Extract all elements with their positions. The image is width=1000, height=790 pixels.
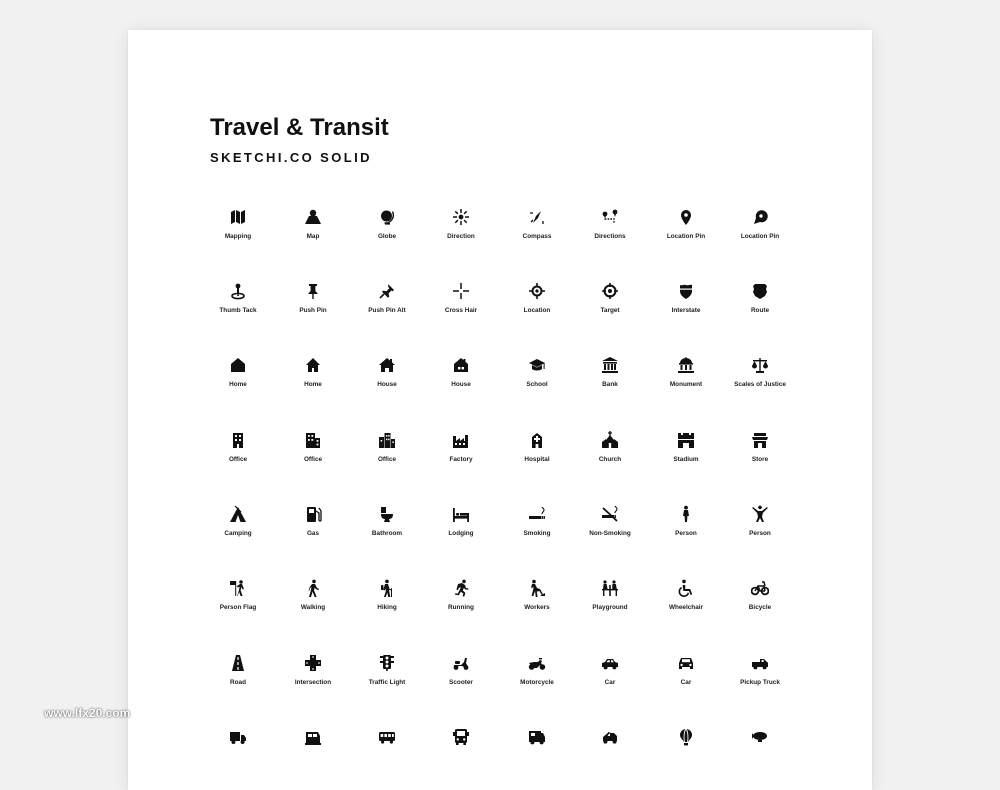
icon-label: Intersection (294, 679, 332, 686)
icon-tile (722, 505, 798, 561)
icon-label: Hiking (377, 604, 397, 611)
icon-tile (349, 505, 425, 561)
car-front-icon (677, 654, 695, 672)
compass-icon (528, 208, 546, 226)
house-alt-icon (452, 356, 470, 374)
icon-label: Cross Hair (444, 307, 478, 314)
church-icon (601, 431, 619, 449)
home-alt-icon (304, 356, 322, 374)
page-title: Travel & Transit (210, 114, 389, 141)
store-icon (751, 431, 769, 449)
icon-tile (275, 505, 351, 561)
icon-label: Camping (224, 530, 252, 537)
icon-tile (423, 654, 499, 710)
icon-tile (499, 579, 575, 635)
icon-tile (722, 728, 798, 784)
icon-tile (722, 431, 798, 487)
hot-air-balloon-icon (677, 728, 695, 746)
home-icon (229, 356, 247, 374)
icon-label: Location Pin (740, 233, 780, 240)
icon-label: Stadium (673, 456, 699, 463)
hospital-icon (528, 431, 546, 449)
icon-tile (349, 728, 425, 784)
icon-tile (275, 282, 351, 338)
icon-label: House (377, 381, 397, 388)
icon-tile (200, 654, 276, 710)
icon-label: Bathroom (371, 530, 403, 537)
icon-label: Office (228, 456, 248, 463)
office-buildings-icon (378, 431, 396, 449)
lodging-icon (452, 505, 470, 523)
icon-label: Location (523, 307, 551, 314)
icon-row (200, 431, 800, 491)
intersection-icon (304, 654, 322, 672)
direction-icon (452, 208, 470, 226)
icon-label: Interstate (671, 307, 701, 314)
person-arms-up-icon (751, 505, 769, 523)
icon-tile (423, 282, 499, 338)
interstate-icon (677, 282, 695, 300)
icon-tile (722, 356, 798, 412)
icon-label: Scooter (449, 679, 473, 686)
icon-tile (648, 579, 724, 635)
icon-tile (200, 579, 276, 635)
icon-label: Wheelchair (668, 604, 704, 611)
bicycle-icon (751, 579, 769, 597)
icon-label: Lodging (448, 530, 474, 537)
bathroom-icon (378, 505, 396, 523)
icon-label: Motorcycle (520, 679, 554, 686)
van-icon (304, 728, 322, 746)
icon-label: Route (750, 307, 770, 314)
icon-tile (572, 431, 648, 487)
icon-tile (200, 356, 276, 412)
icon-tile (200, 431, 276, 487)
icon-label: Location Pin (666, 233, 706, 240)
icon-tile (423, 356, 499, 412)
icon-tile (349, 208, 425, 264)
motorcycle-icon (528, 654, 546, 672)
scooter-icon (452, 654, 470, 672)
icon-tile (648, 282, 724, 338)
icon-label: Push Pin (299, 307, 327, 314)
icon-label: House (451, 381, 471, 388)
icon-tile (275, 208, 351, 264)
icon-tile (572, 579, 648, 635)
icon-label: Compass (522, 233, 552, 240)
gas-icon (304, 505, 322, 523)
icon-tile (275, 431, 351, 487)
thumb-tack-icon (229, 282, 247, 300)
icon-tile (349, 282, 425, 338)
icon-label: Bank (602, 381, 618, 388)
icon-tile (572, 654, 648, 710)
icon-label: Office (377, 456, 397, 463)
icon-label: Gas (306, 530, 320, 537)
icon-label: Home (304, 381, 322, 388)
icon-label: Playground (592, 604, 628, 611)
person-icon (677, 505, 695, 523)
icon-tile (722, 579, 798, 635)
page-subtitle: SKETCHI.CO SOLID (210, 150, 372, 165)
icon-label: Hospital (524, 456, 550, 463)
road-icon (229, 654, 247, 672)
wheelchair-icon (677, 579, 695, 597)
icon-tile (722, 208, 798, 264)
person-flag-icon (229, 579, 247, 597)
icon-label: Car (604, 679, 616, 686)
cross-hair-icon (452, 282, 470, 300)
tow-truck-icon (601, 728, 619, 746)
icon-label: Monument (669, 381, 703, 388)
watermark: www.lfx20.com (44, 706, 131, 720)
icon-label: Person (749, 530, 771, 537)
icon-tile (275, 654, 351, 710)
icon-tile (648, 505, 724, 561)
icon-label: Home (229, 381, 247, 388)
icon-tile (648, 728, 724, 784)
icon-tile (572, 356, 648, 412)
icon-label: Church (598, 456, 622, 463)
icon-label: Scales of Justice (734, 381, 786, 388)
icon-tile (572, 208, 648, 264)
smoking-icon (528, 505, 546, 523)
non-smoking-icon (601, 505, 619, 523)
school-icon (528, 356, 546, 374)
icon-label: Person Flag (219, 604, 257, 611)
icon-tile (499, 505, 575, 561)
icon-row (200, 356, 800, 416)
walking-icon (304, 579, 322, 597)
stadium-icon (677, 431, 695, 449)
icon-label: Bicycle (748, 604, 772, 611)
icon-label: Target (600, 307, 620, 314)
blimp-icon (751, 728, 769, 746)
globe-icon (378, 208, 396, 226)
icon-tile (499, 282, 575, 338)
icon-tile (572, 282, 648, 338)
icon-tile (499, 728, 575, 784)
factory-icon (452, 431, 470, 449)
traffic-light-icon (378, 654, 396, 672)
icon-row (200, 579, 800, 639)
icon-label: Direction (447, 233, 475, 240)
icon-tile (722, 654, 798, 710)
icon-label: Road (230, 679, 246, 686)
icon-tile (423, 579, 499, 635)
bus-front-icon (452, 728, 470, 746)
icon-tile (648, 356, 724, 412)
icon-label: Thumb Tack (219, 307, 257, 314)
icon-tile (275, 356, 351, 412)
office-icon (229, 431, 247, 449)
icon-label: Workers (524, 604, 550, 611)
icon-tile (349, 431, 425, 487)
delivery-truck-icon (229, 728, 247, 746)
car-icon (601, 654, 619, 672)
monument-icon (677, 356, 695, 374)
running-icon (452, 579, 470, 597)
target-icon (601, 282, 619, 300)
icon-tile (648, 654, 724, 710)
hiking-icon (378, 579, 396, 597)
icon-row (200, 505, 800, 565)
icon-tile (648, 208, 724, 264)
icon-label: Map (306, 233, 320, 240)
directions-icon (601, 208, 619, 226)
icon-label: Pickup Truck (740, 679, 780, 686)
push-pin-icon (304, 282, 322, 300)
icon-tile (499, 208, 575, 264)
icon-label: Push Pin Alt (368, 307, 406, 314)
icon-label: Store (751, 456, 769, 463)
icon-tile (349, 579, 425, 635)
bus-icon (378, 728, 396, 746)
icon-label: Person (675, 530, 697, 537)
icon-label: Walking (300, 604, 326, 611)
icon-tile (349, 654, 425, 710)
icon-row (200, 654, 800, 714)
camper-icon (528, 728, 546, 746)
icon-label: Mapping (224, 233, 252, 240)
icon-row (200, 728, 800, 788)
location-pin-alt-icon (751, 208, 769, 226)
icon-label: Smoking (523, 530, 551, 537)
icon-tile (423, 208, 499, 264)
workers-icon (528, 579, 546, 597)
icon-tile (275, 579, 351, 635)
icon-tile (275, 728, 351, 784)
icon-tile (200, 728, 276, 784)
icon-tile (200, 282, 276, 338)
icon-row (200, 282, 800, 342)
icon-tile (499, 431, 575, 487)
icon-label: Directions (594, 233, 626, 240)
icon-tile (499, 356, 575, 412)
icon-tile (349, 356, 425, 412)
icon-tile (200, 505, 276, 561)
pickup-truck-icon (751, 654, 769, 672)
mapping-icon (229, 208, 247, 226)
icon-label: Traffic Light (368, 679, 406, 686)
icon-tile (499, 654, 575, 710)
icon-tile (572, 505, 648, 561)
route-icon (751, 282, 769, 300)
icon-tile (200, 208, 276, 264)
icon-tile (423, 728, 499, 784)
icon-tile (648, 431, 724, 487)
icon-tile (572, 728, 648, 784)
icon-tile (423, 505, 499, 561)
map-icon (304, 208, 322, 226)
icon-label: School (526, 381, 548, 388)
icon-label: Non-Smoking (589, 530, 631, 537)
icon-tile (722, 282, 798, 338)
office-alt-icon (304, 431, 322, 449)
icon-tile (423, 431, 499, 487)
push-pin-alt-icon (378, 282, 396, 300)
icon-sheet (128, 30, 872, 790)
icon-label: Globe (377, 233, 397, 240)
icon-label: Office (303, 456, 323, 463)
house-icon (378, 356, 396, 374)
icon-label: Running (448, 604, 474, 611)
camping-icon (229, 505, 247, 523)
scales-of-justice-icon (751, 356, 769, 374)
location-icon (528, 282, 546, 300)
playground-icon (601, 579, 619, 597)
icon-label: Car (680, 679, 692, 686)
location-pin-icon (677, 208, 695, 226)
icon-row (200, 208, 800, 268)
bank-icon (601, 356, 619, 374)
icon-label: Factory (449, 456, 473, 463)
